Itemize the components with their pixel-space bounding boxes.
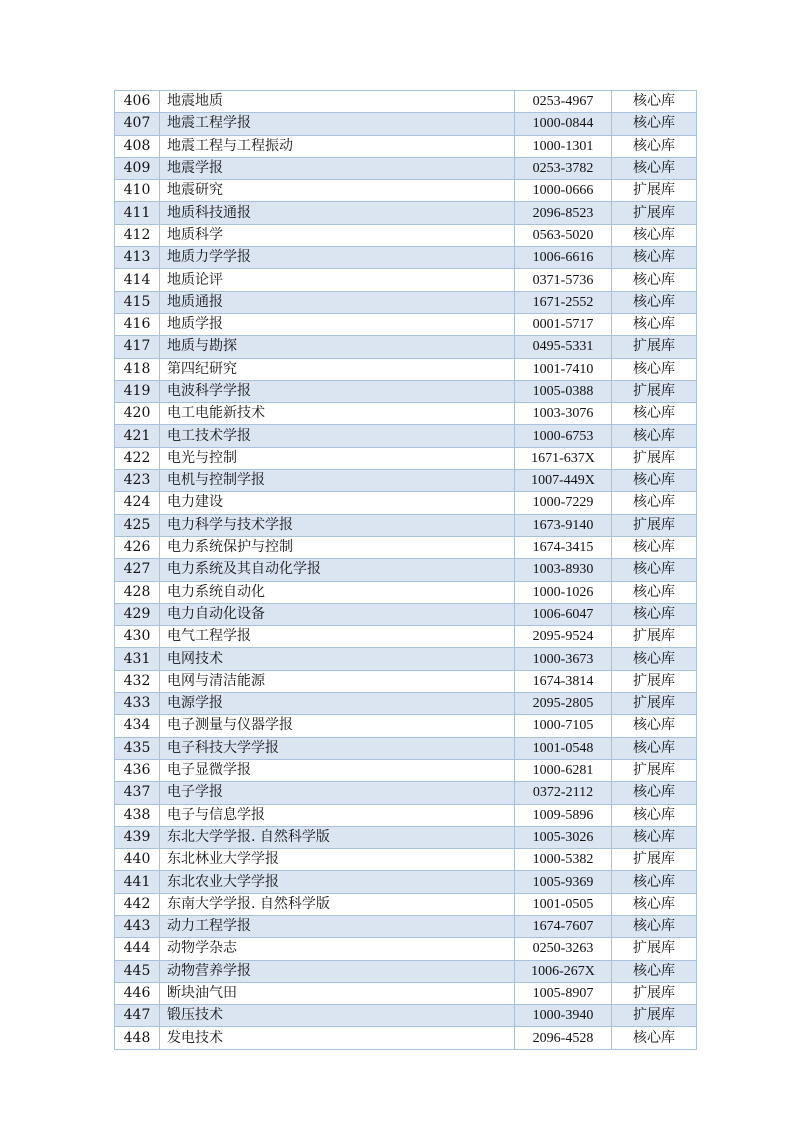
row-index-cell: 429 xyxy=(115,603,160,625)
library-cell: 核心库 xyxy=(612,313,697,335)
row-index-cell: 419 xyxy=(115,380,160,402)
table-row xyxy=(115,960,697,982)
journal-name-cell: 电网与清洁能源 xyxy=(160,670,515,692)
table-row xyxy=(115,536,697,558)
row-index-cell: 410 xyxy=(115,180,160,202)
journal-name-cell: 地震研究 xyxy=(160,180,515,202)
journal-name-cell: 地质论评 xyxy=(160,269,515,291)
issn-cell: 1005-0388 xyxy=(515,380,612,402)
library-cell: 核心库 xyxy=(612,737,697,759)
journal-name-cell: 电光与控制 xyxy=(160,447,515,469)
issn-cell: 1000-0666 xyxy=(515,180,612,202)
library-cell: 核心库 xyxy=(612,358,697,380)
library-cell: 核心库 xyxy=(612,470,697,492)
journal-name-cell: 地震工程学报 xyxy=(160,113,515,135)
document-page xyxy=(114,90,691,1050)
issn-cell: 0563-5020 xyxy=(515,224,612,246)
library-cell: 核心库 xyxy=(612,425,697,447)
row-index-cell: 418 xyxy=(115,358,160,380)
table-row xyxy=(115,826,697,848)
library-cell: 核心库 xyxy=(612,804,697,826)
journal-name-cell: 电力系统及其自动化学报 xyxy=(160,559,515,581)
journal-name-cell: 东北林业大学学报 xyxy=(160,849,515,871)
journal-name-cell: 地质学报 xyxy=(160,313,515,335)
issn-cell: 1000-7229 xyxy=(515,492,612,514)
row-index-cell: 436 xyxy=(115,759,160,781)
row-index-cell: 440 xyxy=(115,849,160,871)
row-index-cell: 424 xyxy=(115,492,160,514)
journal-name-cell: 东北大学学报. 自然科学版 xyxy=(160,826,515,848)
row-index-cell: 417 xyxy=(115,336,160,358)
table-row xyxy=(115,380,697,402)
journal-name-cell: 电子显微学报 xyxy=(160,759,515,781)
table-row xyxy=(115,759,697,781)
row-index-cell: 425 xyxy=(115,514,160,536)
journal-name-cell: 电工技术学报 xyxy=(160,425,515,447)
issn-cell: 1000-3940 xyxy=(515,1005,612,1027)
library-cell: 核心库 xyxy=(612,826,697,848)
library-cell: 核心库 xyxy=(612,960,697,982)
row-index-cell: 438 xyxy=(115,804,160,826)
journal-name-cell: 断块油气田 xyxy=(160,982,515,1004)
row-index-cell: 406 xyxy=(115,91,160,113)
row-index-cell: 437 xyxy=(115,782,160,804)
table-row xyxy=(115,559,697,581)
library-cell: 扩展库 xyxy=(612,670,697,692)
issn-cell: 0371-5736 xyxy=(515,269,612,291)
issn-cell: 1000-5382 xyxy=(515,849,612,871)
issn-cell: 1001-0505 xyxy=(515,893,612,915)
table-row xyxy=(115,893,697,915)
issn-cell: 1006-6047 xyxy=(515,603,612,625)
library-cell: 核心库 xyxy=(612,135,697,157)
row-index-cell: 433 xyxy=(115,693,160,715)
row-index-cell: 408 xyxy=(115,135,160,157)
journal-name-cell: 电子学报 xyxy=(160,782,515,804)
row-index-cell: 409 xyxy=(115,157,160,179)
row-index-cell: 413 xyxy=(115,247,160,269)
issn-cell: 1009-5896 xyxy=(515,804,612,826)
table-row xyxy=(115,737,697,759)
library-cell: 核心库 xyxy=(612,269,697,291)
row-index-cell: 422 xyxy=(115,447,160,469)
row-index-cell: 412 xyxy=(115,224,160,246)
library-cell: 扩展库 xyxy=(612,1005,697,1027)
library-cell: 核心库 xyxy=(612,224,697,246)
journal-name-cell: 电网技术 xyxy=(160,648,515,670)
library-cell: 核心库 xyxy=(612,581,697,603)
issn-cell: 0253-4967 xyxy=(515,91,612,113)
row-index-cell: 426 xyxy=(115,536,160,558)
library-cell: 核心库 xyxy=(612,492,697,514)
journal-name-cell: 动物学杂志 xyxy=(160,938,515,960)
issn-cell: 1671-637X xyxy=(515,447,612,469)
issn-cell: 1005-9369 xyxy=(515,871,612,893)
issn-cell: 0372-2112 xyxy=(515,782,612,804)
library-cell: 核心库 xyxy=(612,648,697,670)
table-row xyxy=(115,804,697,826)
issn-cell: 1001-0548 xyxy=(515,737,612,759)
issn-cell: 1000-0844 xyxy=(515,113,612,135)
journal-table xyxy=(114,90,697,1050)
issn-cell: 1001-7410 xyxy=(515,358,612,380)
library-cell: 扩展库 xyxy=(612,180,697,202)
library-cell: 核心库 xyxy=(612,536,697,558)
library-cell: 核心库 xyxy=(612,893,697,915)
journal-name-cell: 电力系统保护与控制 xyxy=(160,536,515,558)
journal-name-cell: 电力自动化设备 xyxy=(160,603,515,625)
row-index-cell: 414 xyxy=(115,269,160,291)
issn-cell: 1673-9140 xyxy=(515,514,612,536)
table-row xyxy=(115,693,697,715)
journal-name-cell: 地质力学学报 xyxy=(160,247,515,269)
issn-cell: 2096-8523 xyxy=(515,202,612,224)
row-index-cell: 434 xyxy=(115,715,160,737)
row-index-cell: 439 xyxy=(115,826,160,848)
table-row xyxy=(115,938,697,960)
issn-cell: 1003-8930 xyxy=(515,559,612,581)
issn-cell: 2096-4528 xyxy=(515,1027,612,1049)
row-index-cell: 441 xyxy=(115,871,160,893)
journal-name-cell: 电波科学学报 xyxy=(160,380,515,402)
library-cell: 核心库 xyxy=(612,782,697,804)
row-index-cell: 415 xyxy=(115,291,160,313)
table-row xyxy=(115,336,697,358)
row-index-cell: 444 xyxy=(115,938,160,960)
table-row xyxy=(115,91,697,113)
table-row xyxy=(115,626,697,648)
library-cell: 核心库 xyxy=(612,247,697,269)
table-row xyxy=(115,915,697,937)
table-row xyxy=(115,113,697,135)
journal-name-cell: 东南大学学报. 自然科学版 xyxy=(160,893,515,915)
table-row xyxy=(115,514,697,536)
table-row xyxy=(115,648,697,670)
row-index-cell: 430 xyxy=(115,626,160,648)
journal-name-cell: 动力工程学报 xyxy=(160,915,515,937)
issn-cell: 1671-2552 xyxy=(515,291,612,313)
table-row xyxy=(115,447,697,469)
row-index-cell: 431 xyxy=(115,648,160,670)
issn-cell: 1006-6616 xyxy=(515,247,612,269)
row-index-cell: 445 xyxy=(115,960,160,982)
library-cell: 核心库 xyxy=(612,113,697,135)
row-index-cell: 435 xyxy=(115,737,160,759)
library-cell: 扩展库 xyxy=(612,447,697,469)
journal-name-cell: 地震学报 xyxy=(160,157,515,179)
issn-cell: 2095-2805 xyxy=(515,693,612,715)
journal-name-cell: 锻压技术 xyxy=(160,1005,515,1027)
table-row xyxy=(115,492,697,514)
journal-name-cell: 动物营养学报 xyxy=(160,960,515,982)
issn-cell: 1000-6281 xyxy=(515,759,612,781)
table-row xyxy=(115,603,697,625)
table-row xyxy=(115,180,697,202)
row-index-cell: 448 xyxy=(115,1027,160,1049)
library-cell: 核心库 xyxy=(612,91,697,113)
issn-cell: 0001-5717 xyxy=(515,313,612,335)
issn-cell: 1000-3673 xyxy=(515,648,612,670)
library-cell: 核心库 xyxy=(612,403,697,425)
row-index-cell: 442 xyxy=(115,893,160,915)
journal-name-cell: 地质通报 xyxy=(160,291,515,313)
table-row xyxy=(115,581,697,603)
library-cell: 扩展库 xyxy=(612,202,697,224)
issn-cell: 1674-7607 xyxy=(515,915,612,937)
row-index-cell: 447 xyxy=(115,1005,160,1027)
journal-name-cell: 电力建设 xyxy=(160,492,515,514)
row-index-cell: 421 xyxy=(115,425,160,447)
journal-name-cell: 地质科学 xyxy=(160,224,515,246)
library-cell: 扩展库 xyxy=(612,693,697,715)
library-cell: 核心库 xyxy=(612,1027,697,1049)
table-row xyxy=(115,715,697,737)
table-row xyxy=(115,1027,697,1049)
table-row xyxy=(115,135,697,157)
table-row xyxy=(115,670,697,692)
table-row xyxy=(115,313,697,335)
journal-name-cell: 电子与信息学报 xyxy=(160,804,515,826)
row-index-cell: 407 xyxy=(115,113,160,135)
issn-cell: 1005-3026 xyxy=(515,826,612,848)
issn-cell: 1000-1026 xyxy=(515,581,612,603)
table-row xyxy=(115,425,697,447)
journal-name-cell: 发电技术 xyxy=(160,1027,515,1049)
row-index-cell: 423 xyxy=(115,470,160,492)
table-row xyxy=(115,982,697,1004)
library-cell: 扩展库 xyxy=(612,982,697,1004)
issn-cell: 1007-449X xyxy=(515,470,612,492)
table-row xyxy=(115,202,697,224)
issn-cell: 1006-267X xyxy=(515,960,612,982)
journal-name-cell: 电机与控制学报 xyxy=(160,470,515,492)
journal-name-cell: 地质科技通报 xyxy=(160,202,515,224)
row-index-cell: 446 xyxy=(115,982,160,1004)
library-cell: 核心库 xyxy=(612,291,697,313)
journal-name-cell: 电力系统自动化 xyxy=(160,581,515,603)
issn-cell: 1005-8907 xyxy=(515,982,612,1004)
issn-cell: 0253-3782 xyxy=(515,157,612,179)
journal-name-cell: 地质与勘探 xyxy=(160,336,515,358)
journal-name-cell: 电子科技大学学报 xyxy=(160,737,515,759)
issn-cell: 0250-3263 xyxy=(515,938,612,960)
library-cell: 扩展库 xyxy=(612,626,697,648)
row-index-cell: 411 xyxy=(115,202,160,224)
row-index-cell: 420 xyxy=(115,403,160,425)
issn-cell: 2095-9524 xyxy=(515,626,612,648)
table-row xyxy=(115,157,697,179)
library-cell: 扩展库 xyxy=(612,514,697,536)
library-cell: 扩展库 xyxy=(612,336,697,358)
journal-name-cell: 东北农业大学学报 xyxy=(160,871,515,893)
table-body xyxy=(115,91,697,1050)
issn-cell: 1000-6753 xyxy=(515,425,612,447)
issn-cell: 0495-5331 xyxy=(515,336,612,358)
library-cell: 核心库 xyxy=(612,915,697,937)
table-row xyxy=(115,403,697,425)
row-index-cell: 427 xyxy=(115,559,160,581)
issn-cell: 1000-7105 xyxy=(515,715,612,737)
journal-name-cell: 电子测量与仪器学报 xyxy=(160,715,515,737)
library-cell: 扩展库 xyxy=(612,849,697,871)
library-cell: 核心库 xyxy=(612,603,697,625)
library-cell: 核心库 xyxy=(612,157,697,179)
library-cell: 扩展库 xyxy=(612,938,697,960)
issn-cell: 1674-3415 xyxy=(515,536,612,558)
table-row xyxy=(115,849,697,871)
journal-name-cell: 电力科学与技术学报 xyxy=(160,514,515,536)
row-index-cell: 432 xyxy=(115,670,160,692)
journal-name-cell: 地震地质 xyxy=(160,91,515,113)
issn-cell: 1003-3076 xyxy=(515,403,612,425)
table-row xyxy=(115,358,697,380)
issn-cell: 1000-1301 xyxy=(515,135,612,157)
table-row xyxy=(115,224,697,246)
table-row xyxy=(115,1005,697,1027)
table-row xyxy=(115,291,697,313)
library-cell: 核心库 xyxy=(612,559,697,581)
library-cell: 核心库 xyxy=(612,871,697,893)
row-index-cell: 428 xyxy=(115,581,160,603)
journal-name-cell: 电源学报 xyxy=(160,693,515,715)
table-row xyxy=(115,782,697,804)
row-index-cell: 443 xyxy=(115,915,160,937)
journal-name-cell: 地震工程与工程振动 xyxy=(160,135,515,157)
table-row xyxy=(115,247,697,269)
row-index-cell: 416 xyxy=(115,313,160,335)
library-cell: 扩展库 xyxy=(612,759,697,781)
table-row xyxy=(115,269,697,291)
library-cell: 扩展库 xyxy=(612,380,697,402)
journal-name-cell: 第四纪研究 xyxy=(160,358,515,380)
table-row xyxy=(115,470,697,492)
journal-name-cell: 电工电能新技术 xyxy=(160,403,515,425)
issn-cell: 1674-3814 xyxy=(515,670,612,692)
table-row xyxy=(115,871,697,893)
journal-name-cell: 电气工程学报 xyxy=(160,626,515,648)
library-cell: 核心库 xyxy=(612,715,697,737)
